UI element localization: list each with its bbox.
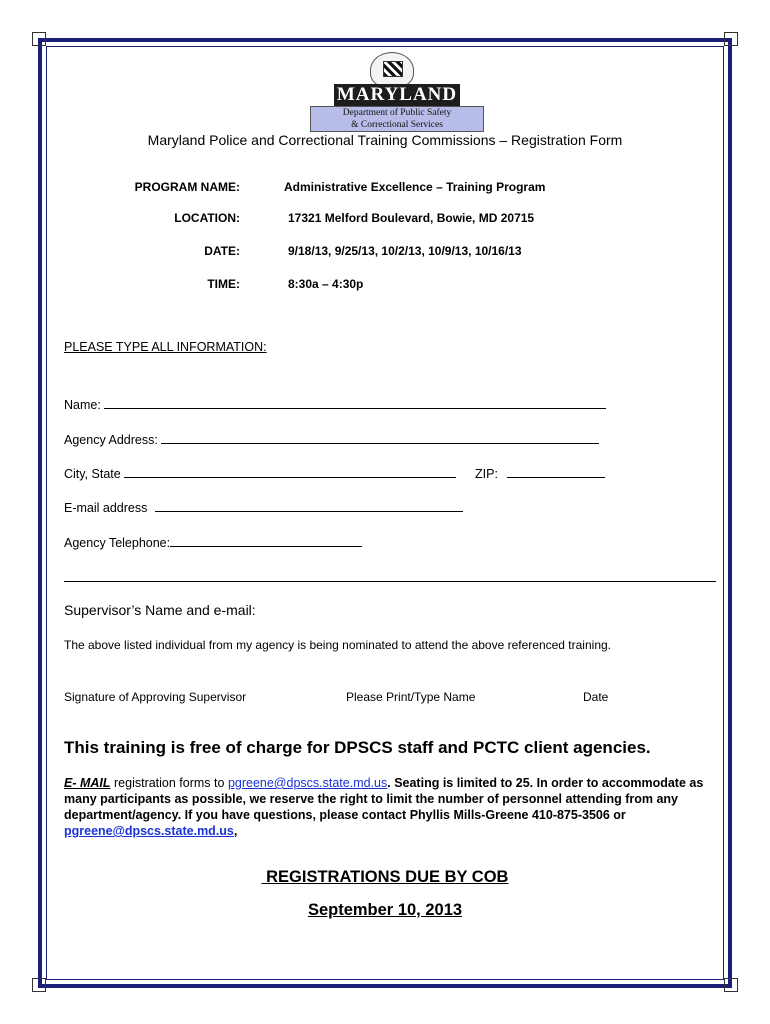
date-value: 9/18/13, 9/25/13, 10/2/13, 10/9/13, 10/16/13 [288, 244, 522, 258]
email-instructions [64, 775, 724, 839]
logo-wordmark: MARYLAND [334, 84, 460, 106]
agency-address-label: Agency Address: [64, 433, 158, 447]
date-label: DATE: [204, 244, 240, 258]
agency-telephone-input-line[interactable] [170, 534, 362, 547]
agency-address-input-line[interactable] [161, 431, 599, 444]
email-input-line[interactable] [155, 499, 463, 512]
name-input-line[interactable] [104, 396, 606, 409]
zip-input-line[interactable] [507, 465, 605, 478]
program-name-label: PROGRAM NAME: [134, 180, 240, 194]
print-name-label: Please Print/Type Name [346, 690, 476, 704]
instructions-text: PLEASE TYPE ALL INFORMATION: [64, 340, 267, 354]
logo-subtitle-line1: Department of Public Safety [342, 108, 452, 118]
agency-telephone-field[interactable] [64, 534, 362, 550]
time-value: 8:30a – 4:30p [288, 277, 364, 291]
form-title: Maryland Police and Correctional Training Commissions – Registration Form [147, 132, 623, 148]
nomination-statement: The above listed individual from my agency is being nominated to attend the above referenced training. [64, 638, 611, 652]
supervisor-date-label: Date [583, 690, 609, 704]
registration-deadline-date: September 10, 2013 [307, 901, 463, 919]
maryland-dpscs-logo [310, 52, 484, 132]
email-label: E-mail address [64, 501, 148, 515]
section-divider [64, 581, 716, 582]
email-text-2: . Seating is limited to 25. In order to accommodate as many participants as possible, we reserve the right to limit the number of personnel attending from any department/agency. If you have questions, please contact Phyllis Mills-Greene 410-875-3506 or [64, 776, 704, 822]
agency-telephone-label: Agency Telephone: [64, 536, 171, 550]
email-field[interactable] [64, 499, 463, 515]
city-state-label: City, State [64, 467, 121, 481]
city-state-field[interactable] [64, 465, 456, 481]
corner-mark-top-left [32, 32, 46, 46]
corner-mark-bottom-left [32, 978, 46, 992]
program-name-value: Administrative Excellence – Training Program [284, 180, 546, 194]
city-state-input-line[interactable] [124, 465, 456, 478]
zip-field[interactable] [475, 465, 605, 481]
name-label: Name: [64, 398, 101, 412]
logo-subtitle-line2: & Correctional Services [351, 119, 443, 130]
email-link-2[interactable]: pgreene@dpscs.state.md.us [64, 824, 234, 838]
zip-label: ZIP: [475, 467, 498, 481]
location-label: LOCATION: [174, 211, 240, 225]
email-prefix: E- MAIL [64, 776, 111, 790]
name-field[interactable] [64, 396, 606, 412]
supervisor-heading: Supervisor’s Name and e-mail: [64, 602, 256, 618]
signature-label: Signature of Approving Supervisor [64, 690, 247, 704]
agency-address-field[interactable] [64, 431, 599, 447]
corner-mark-top-right [724, 32, 738, 46]
logo-subtitle [310, 106, 484, 132]
free-training-notice: This training is free of charge for DPSCS staff and PCTC client agencies. [64, 738, 651, 757]
state-seal-icon [370, 52, 414, 88]
email-link-1[interactable]: pgreene@dpscs.state.md.us [227, 776, 388, 790]
registration-deadline-heading: REGISTRATIONS DUE BY COB [261, 868, 509, 886]
location-value: 17321 Melford Boulevard, Bowie, MD 20715 [288, 211, 535, 225]
time-label: TIME: [207, 277, 240, 291]
corner-mark-bottom-right [724, 978, 738, 992]
email-suffix: , [233, 824, 238, 838]
email-text-1: registration forms to [110, 776, 228, 790]
